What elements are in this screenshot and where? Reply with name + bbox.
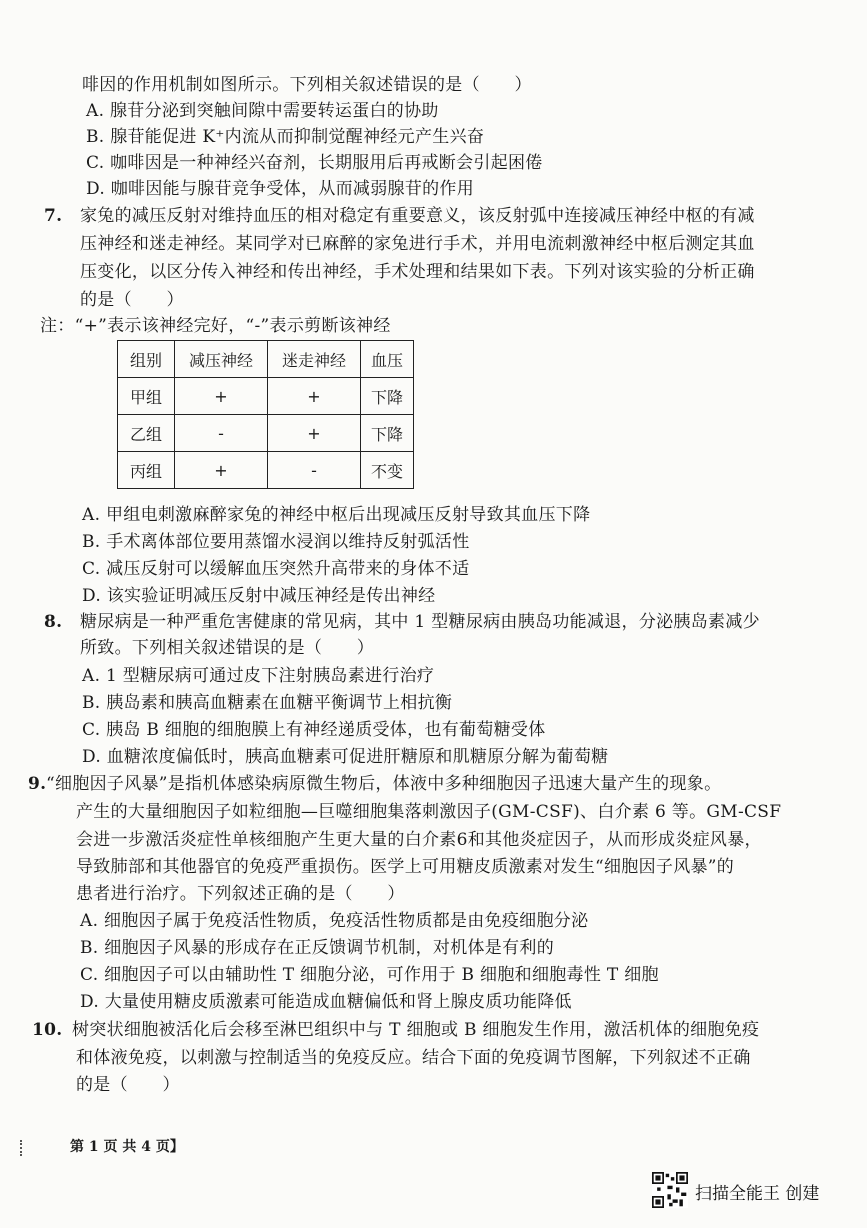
q9-number: 9. <box>28 774 47 794</box>
q7-number: 7. <box>44 206 63 226</box>
table-cell: + <box>268 415 361 452</box>
watermark-text: 扫描全能王 创建 <box>695 1184 820 1204</box>
margin-mark <box>20 1140 24 1156</box>
q9-stem-line: 导致肺部和其他器官的免疫严重损伤。医学上可用糖皮质激素对发生“细胞因子风暴”的 <box>76 857 735 877</box>
q7-option-c: C. 减压反射可以缓解血压突然升高带来的身体不适 <box>82 559 470 579</box>
table-header-row <box>118 341 414 378</box>
q6-option-a: A. 腺苷分泌到突触间隙中需要转运蛋白的协助 <box>86 101 439 121</box>
q8-number: 8. <box>44 612 63 632</box>
table-cell: 下降 <box>361 378 414 415</box>
q10-stem-line: 和体液免疫，以刺激与控制适当的免疫反应。结合下面的免疫调节图解，下列叙述不正确 <box>76 1048 751 1068</box>
table-cell: + <box>175 452 268 489</box>
q9-stem-line: 会进一步激活炎症性单核细胞产生更大量的白介素6和其他炎症因子，从而形成炎症风暴， <box>76 830 762 850</box>
qr-code-icon <box>652 1172 688 1208</box>
q7-note: 注：“+”表示该神经完好，“-”表示剪断该神经 <box>40 316 391 336</box>
table-cell: 不变 <box>361 452 414 489</box>
q9-option-d: D. 大量使用糖皮质激素可能造成血糖偏低和肾上腺皮质功能降低 <box>80 992 572 1012</box>
q7-option-a: A. 甲组电刺激麻醉家兔的神经中枢后出现减压反射导致其血压下降 <box>82 505 591 525</box>
q8-option-d: D. 血糖浓度偏低时，胰高血糖素可促进肝糖原和肌糖原分解为葡萄糖 <box>82 747 609 767</box>
table-row <box>118 452 414 489</box>
q8-option-b: B. 胰岛素和胰高血糖素在血糖平衡调节上相抗衡 <box>82 693 453 713</box>
q7-option-d: D. 该实验证明减压反射中减压神经是传出神经 <box>82 586 436 606</box>
table-cell: 乙组 <box>118 415 175 452</box>
q10-stem-line: 树突状细胞被活化后会移至淋巴组织中与 T 细胞或 B 细胞发生作用，激活机体的细胞免疫 <box>72 1020 760 1040</box>
page-footer: 第 1 页 共 4 页】 <box>70 1139 184 1155</box>
q9-stem-line: “细胞因子风暴”是指机体感染病原微生物后，体液中多种细胞因子迅速大量产生的现象。 <box>46 774 722 794</box>
table-cell: + <box>268 378 361 415</box>
table-row <box>118 378 414 415</box>
table-cell: - <box>268 452 361 489</box>
q8-option-a: A. 1 型糖尿病可通过皮下注射胰岛素进行治疗 <box>82 666 435 686</box>
q7-stem-line: 的是（ ） <box>80 290 184 310</box>
table-header: 组别 <box>118 341 175 378</box>
table-header: 血压 <box>361 341 414 378</box>
table-header: 迷走神经 <box>268 341 361 378</box>
q9-option-b: B. 细胞因子风暴的形成存在正反馈调节机制，对机体是有利的 <box>80 938 554 958</box>
q9-option-a: A. 细胞因子属于免疫活性物质，免疫活性物质都是由免疫细胞分泌 <box>80 911 589 931</box>
table-cell: - <box>175 415 268 452</box>
q9-option-c: C. 细胞因子可以由辅助性 T 细胞分泌，可作用于 B 细胞和细胞毒性 T 细胞 <box>80 965 659 985</box>
q7-option-b: B. 手术离体部位要用蒸馏水浸润以维持反射弧活性 <box>82 532 470 552</box>
experiment-table <box>117 340 414 489</box>
q8-stem-line: 所致。下列相关叙述错误的是（ ） <box>80 638 375 658</box>
q6-stem: 啡因的作用机制如图所示。下列相关叙述错误的是（ ） <box>82 75 532 95</box>
q9-stem-line: 产生的大量细胞因子如粒细胞—巨噬细胞集落刺激因子(GM-CSF)、白介素 6 等。GM-CSF <box>76 802 782 822</box>
table-header: 减压神经 <box>175 341 268 378</box>
table-cell: 甲组 <box>118 378 175 415</box>
q10-number: 10. <box>32 1020 63 1040</box>
q7-stem-line: 家兔的减压反射对维持血压的相对稳定有重要意义，该反射弧中连接减压神经中枢的有减 <box>80 206 755 226</box>
q8-stem-line: 糖尿病是一种严重危害健康的常见病，其中 1 型糖尿病由胰岛功能减退，分泌胰岛素减少 <box>80 612 760 632</box>
q7-stem-line: 压变化，以区分传入神经和传出神经，手术处理和结果如下表。下列对该实验的分析正确 <box>80 262 755 282</box>
table-cell: 下降 <box>361 415 414 452</box>
q6-option-b: B. 腺苷能促进 K⁺内流从而抑制觉醒神经元产生兴奋 <box>86 127 485 147</box>
q7-stem-line: 压神经和迷走神经。某同学对已麻醉的家兔进行手术，并用电流刺激神经中枢后测定其血 <box>80 234 755 254</box>
q9-stem-line: 患者进行治疗。下列叙述正确的是（ ） <box>76 884 405 904</box>
table-cell: 丙组 <box>118 452 175 489</box>
q10-stem-line: 的是（ ） <box>76 1075 180 1095</box>
table-cell: + <box>175 378 268 415</box>
q8-option-c: C. 胰岛 B 细胞的细胞膜上有神经递质受体，也有葡萄糖受体 <box>82 720 546 740</box>
q6-option-c: C. 咖啡因是一种神经兴奋剂，长期服用后再戒断会引起困倦 <box>86 153 543 173</box>
q6-option-d: D. 咖啡因能与腺苷竞争受体，从而减弱腺苷的作用 <box>86 179 475 199</box>
table-row <box>118 415 414 452</box>
